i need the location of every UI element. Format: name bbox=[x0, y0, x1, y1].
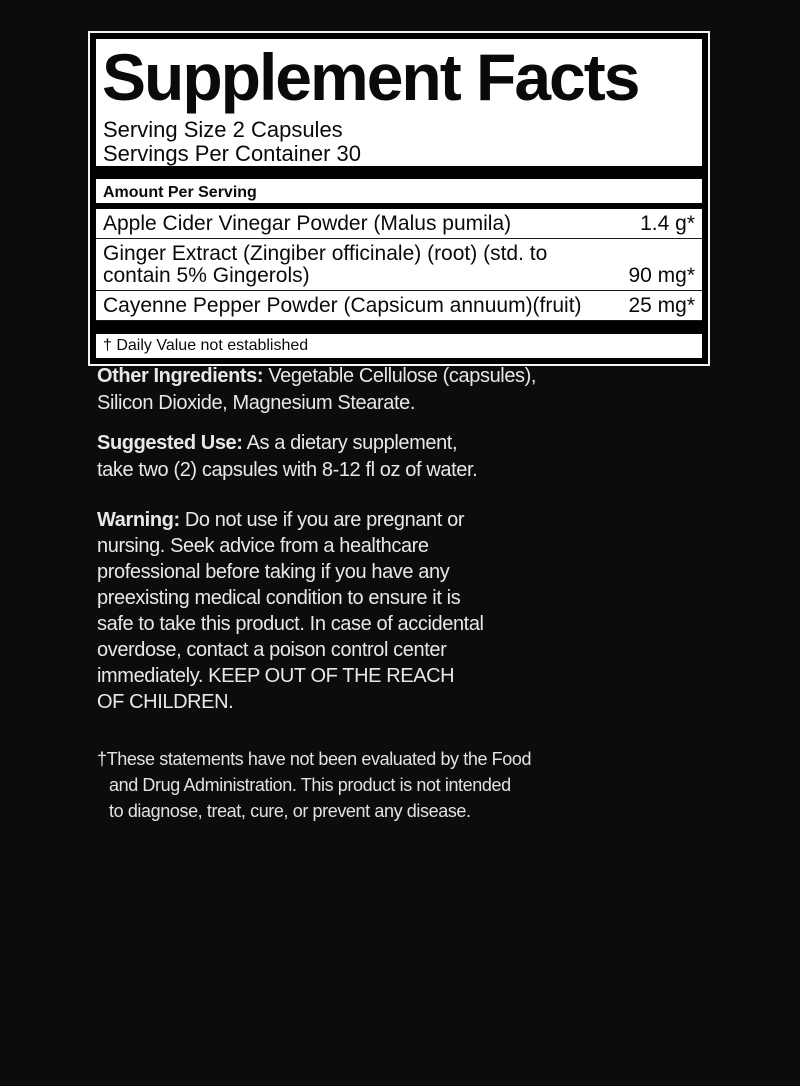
warning-label: Warning: bbox=[97, 509, 180, 531]
suggested-use-line-1 bbox=[97, 430, 717, 457]
daily-value-footnote: † Daily Value not established bbox=[103, 337, 309, 354]
nutrient-row bbox=[96, 291, 702, 321]
warning-line-7: immediately. KEEP OUT OF THE REACH bbox=[97, 665, 455, 687]
nutrient-amount: 1.4 g* bbox=[640, 212, 695, 235]
warning-line-3: professional before taking if you have any bbox=[97, 561, 450, 583]
warning-line-4: preexisting medical condition to ensure it is bbox=[97, 587, 461, 609]
nutrient-name bbox=[103, 243, 547, 287]
warning-line-5: safe to take this product. In case of accidental bbox=[97, 613, 484, 635]
nutrient-name: Apple Cider Vinegar Powder (Malus pumila) bbox=[103, 212, 512, 235]
disclaimer-line-1: †These statements have not been evaluated by the Food bbox=[97, 749, 532, 769]
label-body-text bbox=[97, 352, 717, 824]
fda-disclaimer-section bbox=[97, 746, 717, 824]
servings-per-container: Servings Per Container 30 bbox=[103, 141, 362, 166]
amount-per-serving-heading: Amount Per Serving bbox=[103, 184, 257, 201]
serving-size: Serving Size 2 Capsules bbox=[103, 117, 343, 142]
disclaimer-line-3: to diagnose, treat, cure, or prevent any disease. bbox=[109, 801, 471, 821]
other-ingredients-label: Other Ingredients: bbox=[97, 365, 264, 387]
divider-thick-bottom bbox=[96, 321, 702, 334]
warning-line-1 bbox=[97, 507, 717, 533]
nutrient-amount: 25 mg* bbox=[628, 294, 695, 317]
suggested-use-text: As a dietary supplement, bbox=[242, 432, 458, 454]
warning-section bbox=[97, 507, 717, 715]
warning-line-8: OF CHILDREN. bbox=[97, 691, 234, 713]
serving-info bbox=[96, 118, 702, 166]
disclaimer-line-2: and Drug Administration. This product is not intended bbox=[109, 775, 511, 795]
other-ingredients-line-2: Silicon Dioxide, Magnesium Stearate. bbox=[97, 392, 415, 414]
nutrient-name-line-2: contain 5% Gingerols) bbox=[103, 264, 310, 287]
suggested-use-section bbox=[97, 430, 717, 484]
warning-text: Do not use if you are pregnant or bbox=[179, 509, 465, 531]
nutrient-amount: 90 mg* bbox=[628, 264, 695, 287]
nutrient-name: Cayenne Pepper Powder (Capsicum annuum)(fruit) bbox=[103, 294, 582, 317]
panel-title: Supplement Facts bbox=[102, 40, 639, 114]
other-ingredients-line-1 bbox=[97, 363, 717, 390]
suggested-use-line-2: take two (2) capsules with 8-12 fl oz of water. bbox=[97, 459, 478, 481]
other-ingredients-text: Vegetable Cellulose (capsules), bbox=[263, 365, 537, 387]
nutrient-row bbox=[96, 209, 702, 239]
warning-line-2: nursing. Seek advice from a healthcare bbox=[97, 535, 429, 557]
warning-line-6: overdose, contact a poison control center bbox=[97, 639, 447, 661]
suggested-use-label: Suggested Use: bbox=[97, 432, 243, 454]
nutrient-row bbox=[96, 239, 702, 291]
supplement-facts-panel bbox=[90, 33, 708, 364]
divider-thick-top bbox=[96, 166, 702, 179]
other-ingredients-section bbox=[97, 363, 717, 417]
nutrient-name-line-1: Ginger Extract (Zingiber officinale) (root) (std. to bbox=[103, 242, 548, 265]
